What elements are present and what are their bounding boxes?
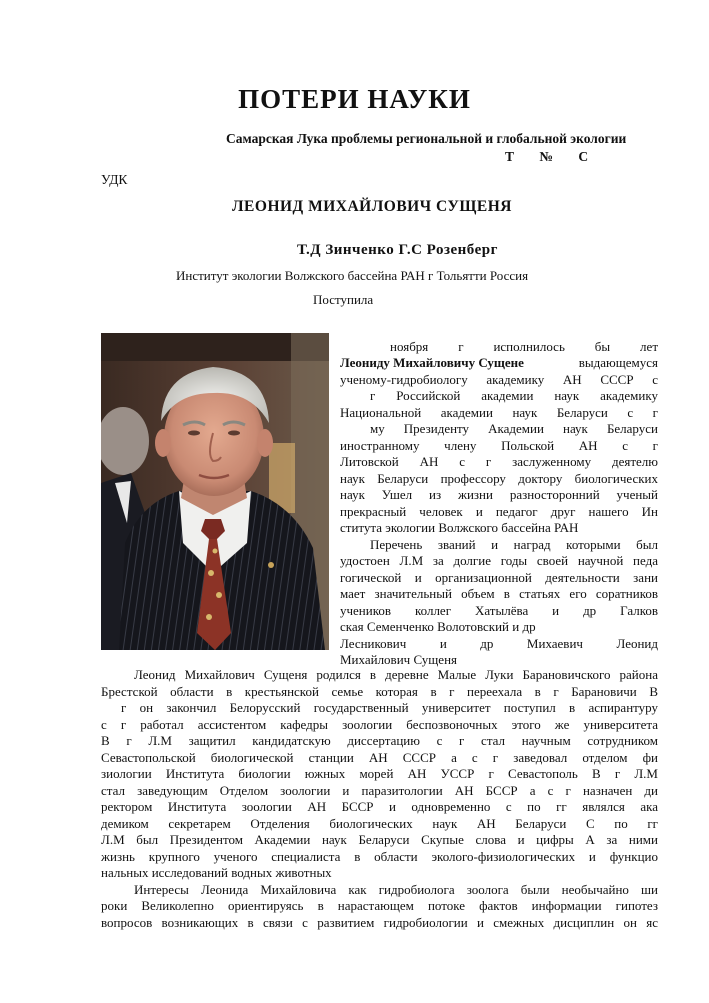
- text-line: Литовской АН с г заслуженному деятелю: [340, 454, 658, 469]
- text-line: Леонид Михайлович Сущеня родился в деревне Малые Луки Барановичского района: [134, 667, 658, 682]
- text-line: зиологии Института биологии южных морей АН УССР г Севастополь В г Л.М: [101, 766, 658, 781]
- text-line: ская Семенченко Волотовский и др: [340, 619, 536, 634]
- udk-label: УДК: [101, 172, 128, 187]
- text-line: с г работал ассистентом кафедры зоологии беспозвоночных этого же университета: [101, 717, 658, 732]
- text-line: нальных исследований водных животных: [101, 865, 332, 880]
- text-line: [340, 355, 658, 372]
- text-line: ститута экологии Волжского бассейна РАН: [340, 520, 579, 535]
- text-line: удостоен Л.М за долгие годы своей научной педа: [340, 553, 658, 568]
- text-line: Михайлович Сущеня: [340, 652, 458, 667]
- text-line: учеников коллег Хатылёва и др Галков: [340, 603, 658, 618]
- text-line: Лесникович и др Михаевич Леонид: [340, 636, 658, 651]
- text-line: гогической и организационной деятельности зани: [340, 570, 658, 585]
- text-line: вопросов возникающих в связи с развитием гидробиологии и смежных дисциплин он яс: [101, 915, 658, 930]
- text-line: г Российской академии наук академику: [370, 388, 658, 403]
- text-line: Л.М был Президентом Академии наук Беларуси Скупые слова и цифры А за ними: [101, 832, 658, 847]
- text-line: жизнь крупного ученого специалиста в области эколого-физиологических и функцио: [101, 849, 658, 864]
- journal-name: Самарская Лука проблемы региональной и глобальной экологии: [226, 131, 627, 146]
- text-line: иностранному члену Польской АН с г: [340, 438, 658, 453]
- text-line: Брестской области в крестьянской семье которая в г переехала в г Барановичи В: [101, 684, 658, 699]
- text-line: Перечень званий и наград которыми был: [370, 537, 658, 552]
- text-line: г он закончил Белорусский государственный университет поступил в аспирантуру: [121, 700, 658, 715]
- portrait-photo: [101, 333, 329, 650]
- text-line: В г Л.М защитил кандидатскую диссертацию с г стал научным сотрудником: [101, 733, 658, 748]
- text-line: стал заведующим Отделом зоологии и паразитологии АН БССР а с г назначен ди: [101, 783, 658, 798]
- text-line: роки Великолепно ориентируясь в нарастающем потоке фактов информации гипотез: [101, 898, 658, 913]
- text-line: му Президенту Академии наук Беларуси: [370, 421, 658, 436]
- text-line: наук Ушел из жизни разносторонний ученый: [340, 487, 658, 502]
- honoree-name: Леониду Михайловичу Сущене: [340, 355, 524, 370]
- text-line: прекрасный человек и педагог друг нашего Ин: [340, 504, 658, 519]
- text-line: наук Беларуси профессору доктору биологических: [340, 471, 658, 486]
- volume-line: Т № С: [505, 149, 589, 164]
- text-fragment: выдающемуся: [578, 355, 658, 370]
- received-label: Поступила: [313, 292, 374, 307]
- text-line: мает значительный объем в статьях его соратников: [340, 586, 658, 601]
- affiliation: Институт экологии Волжского бассейна РАН г Тольятти Россия: [176, 268, 529, 283]
- text-line: Севастопольской биологической станции АН СССР а с г заведовал отделом фи: [101, 750, 658, 765]
- text-line: ноября г исполнилось бы лет: [390, 339, 658, 354]
- text-line: ректором Института зоологии АН БССР и одновременно с по гг являлся ака: [101, 799, 658, 814]
- section-title: ПОТЕРИ НАУКИ: [238, 84, 471, 114]
- text-line: ученому-гидробиологу академику АН СССР с: [340, 372, 658, 387]
- text-line: демиком секретарем Отделения биологических наук АН Беларуси С по гг: [101, 816, 658, 831]
- article-title: ЛЕОНИД МИХАЙЛОВИЧ СУЩЕНЯ: [232, 198, 512, 215]
- text-line: Национальной академии наук Беларуси с г: [340, 405, 658, 420]
- authors: Т.Д Зинченко Г.С Розенберг: [297, 242, 498, 258]
- text-line: Интересы Леонида Михайловича как гидробиолога зоолога были необычайно ши: [134, 882, 658, 897]
